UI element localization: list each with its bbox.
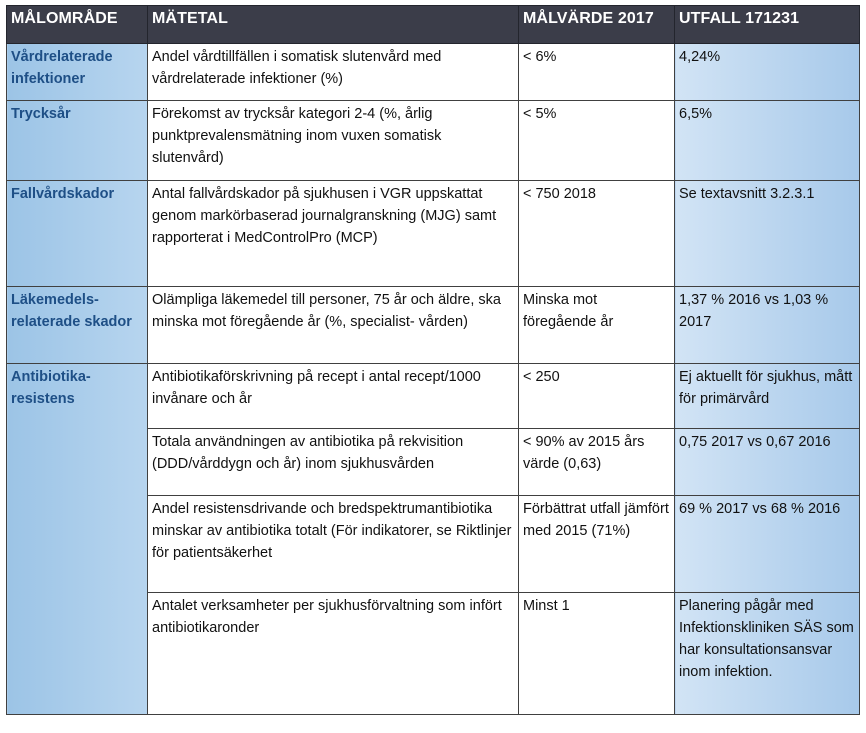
table-row xyxy=(7,593,860,715)
header-utfall: UTFALL 171231 xyxy=(675,6,860,44)
goals-table-container xyxy=(6,5,860,715)
target-cell: Minska mot föregående år xyxy=(519,287,675,364)
area-cell xyxy=(7,496,148,593)
target-cell: < 90% av 2015 års värde (0,63) xyxy=(519,429,675,496)
table-row xyxy=(7,101,860,181)
target-cell: Förbättrat utfall jämfört med 2015 (71%) xyxy=(519,496,675,593)
table-row xyxy=(7,287,860,364)
target-cell: Minst 1 xyxy=(519,593,675,715)
table-header-row xyxy=(7,6,860,44)
metric-cell: Antal fallvårdskador på sjukhusen i VGR uppskattat genom markörbaserad journalgranskning (MJG) samt rapporterat i MedControlPro (MCP) xyxy=(148,181,519,287)
area-cell: Antibiotika-resistens xyxy=(7,364,148,429)
metric-cell: Andel resistensdrivande och bredspektrumantibiotika minskar av antibiotika totalt (För indikatorer, se Riktlinjer för patientsäkerhet xyxy=(148,496,519,593)
area-cell: Trycksår xyxy=(7,101,148,181)
metric-cell: Förekomst av trycksår kategori 2-4 (%, årlig punktprevalensmätning inom vuxen somatisk slutenvård) xyxy=(148,101,519,181)
target-cell: < 750 2018 xyxy=(519,181,675,287)
patient-safety-goals-table xyxy=(6,5,860,715)
table-row xyxy=(7,181,860,287)
table-row xyxy=(7,496,860,593)
outcome-cell: Planering pågår med Infektionskliniken SÄS som har konsultationsansvar inom infektion. xyxy=(675,593,860,715)
outcome-cell: 69 % 2017 vs 68 % 2016 xyxy=(675,496,860,593)
target-cell: < 250 xyxy=(519,364,675,429)
target-cell: < 6% xyxy=(519,44,675,101)
area-cell: Läkemedels-relaterade skador xyxy=(7,287,148,364)
table-row xyxy=(7,364,860,429)
outcome-cell: 0,75 2017 vs 0,67 2016 xyxy=(675,429,860,496)
area-cell: Vårdrelaterade infektioner xyxy=(7,44,148,101)
header-malomrade: MÅLOMRÅDE xyxy=(7,6,148,44)
outcome-cell: 6,5% xyxy=(675,101,860,181)
header-malvarde: MÅLVÄRDE 2017 xyxy=(519,6,675,44)
area-cell: Fallvårdskador xyxy=(7,181,148,287)
outcome-cell: 4,24% xyxy=(675,44,860,101)
target-cell: < 5% xyxy=(519,101,675,181)
table-row xyxy=(7,429,860,496)
outcome-cell: 1,37 % 2016 vs 1,03 % 2017 xyxy=(675,287,860,364)
area-cell xyxy=(7,429,148,496)
outcome-cell: Se textavsnitt 3.2.3.1 xyxy=(675,181,860,287)
metric-cell: Totala användningen av antibiotika på rekvisition (DDD/vårddygn och år) inom sjukhusvården xyxy=(148,429,519,496)
table-row xyxy=(7,44,860,101)
outcome-cell: Ej aktuellt för sjukhus, mått för primärvård xyxy=(675,364,860,429)
metric-cell: Andel vårdtillfällen i somatisk slutenvård med vårdrelaterade infektioner (%) xyxy=(148,44,519,101)
metric-cell: Olämpliga läkemedel till personer, 75 år och äldre, ska minska mot föregående år (%, specialist- vården) xyxy=(148,287,519,364)
metric-cell: Antibiotikaförskrivning på recept i antal recept/1000 invånare och år xyxy=(148,364,519,429)
header-matetal: MÄTETAL xyxy=(148,6,519,44)
area-cell xyxy=(7,593,148,715)
metric-cell: Antalet verksamheter per sjukhusförvaltning som infört antibiotikaronder xyxy=(148,593,519,715)
